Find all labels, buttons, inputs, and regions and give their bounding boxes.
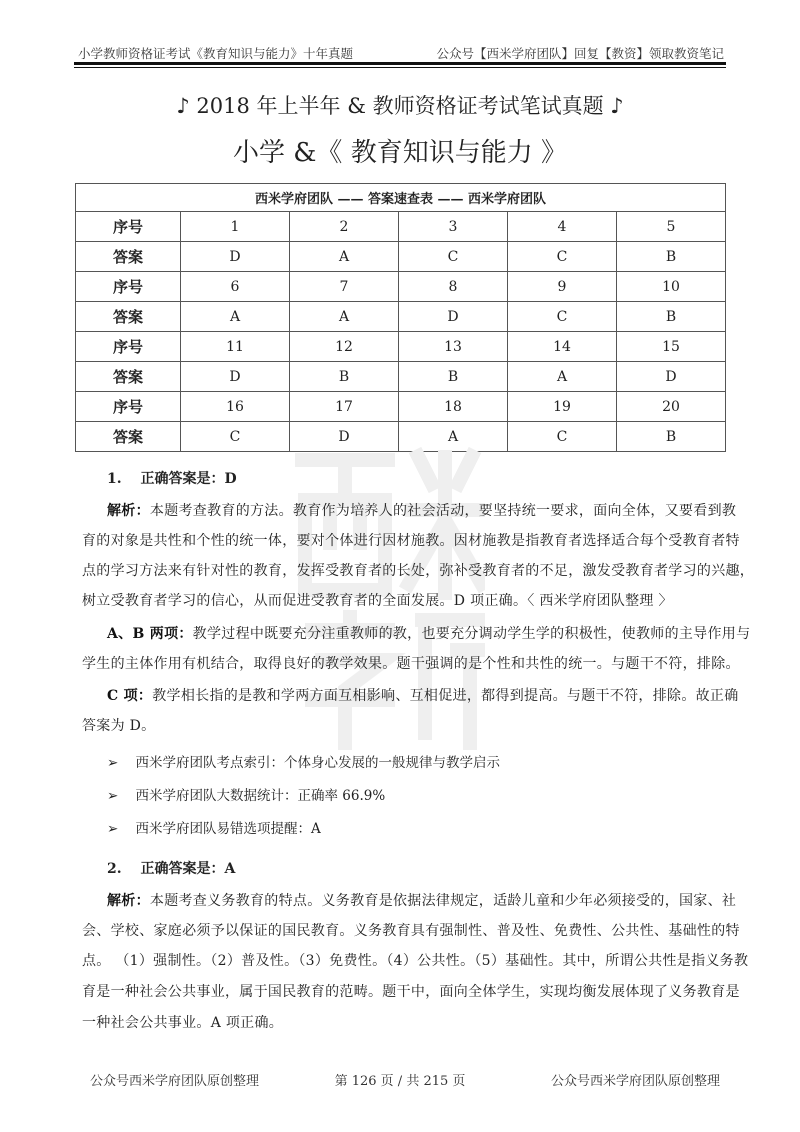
row-label: 答案 [76,242,181,272]
q2-heading: 2. 正确答案是：A [107,861,236,877]
question-number-cell: 1 [181,212,290,242]
row-label: 序号 [76,392,181,422]
question-number-cell: 3 [399,212,508,242]
footer-left: 公众号西米学府团队原创整理 [90,1074,260,1089]
answer-cell: D [181,362,290,392]
bullet-item [107,751,500,771]
page-subtitle: 小学 &《 教育知识与能力 》 [233,138,567,168]
answer-cell: C [508,242,617,272]
table-number-row [76,272,726,302]
analysis-label: 解析： [107,893,150,909]
answer-cell: C [508,302,617,332]
q1-analysis-line: 点的学习方法来有针对性的教育，发挥受教育者的长处，弥补受教育者的不足，激发受教育者学习的兴趣， [82,563,755,579]
table-answer-row [76,302,726,332]
q1-c-line: 答案为 D。 [82,718,156,734]
row-label: 序号 [76,212,181,242]
question-number-cell: 8 [399,272,508,302]
question-number-cell: 14 [508,332,617,362]
q1-ab-line [107,623,750,643]
answer-cell: C [508,422,617,452]
q1-analysis-line: 育的对象是共性和个性的统一体，要对个体进行因材施教。因材施教是指教育者选择适合每个受教育者特 [82,533,740,549]
answer-cell: A [290,242,399,272]
answer-cell: C [399,242,508,272]
arrow-bullet-icon: ➢ [107,788,119,804]
q2-analysis-line: 点。 （1）强制性。（2）普及性。（3）免费性。（4）公共性。（5）基础性。其中，所谓公共性是指义务教 [82,953,749,969]
answer-cell: A [290,302,399,332]
table-answer-row [76,242,726,272]
q1-c-line [107,685,739,705]
row-label: 答案 [76,362,181,392]
table-caption: 西米学府团队 —— 答案速查表 —— 西米学府团队 [76,184,726,212]
header-left: 小学教师资格证考试《教育知识与能力》十年真题 [78,46,354,61]
header-rule-thin [74,67,726,68]
row-label: 答案 [76,302,181,332]
question-number-cell: 4 [508,212,617,242]
row-label: 序号 [76,272,181,302]
table-number-row [76,332,726,362]
q2-analysis-line [107,890,736,910]
answer-table [75,183,726,452]
row-label: 序号 [76,332,181,362]
question-number-cell: 11 [181,332,290,362]
answer-cell: D [617,362,726,392]
bullet-item [107,784,385,804]
row-label: 答案 [76,422,181,452]
arrow-bullet-icon: ➢ [107,821,119,837]
question-number-cell: 18 [399,392,508,422]
answer-cell: D [181,242,290,272]
text: 西米学府团队大数据统计：正确率 66.9% [135,788,386,804]
question-number-cell: 2 [290,212,399,242]
answer-cell: B [617,422,726,452]
answer-cell: B [617,242,726,272]
question-number-cell: 19 [508,392,617,422]
q1-ab-line: 学生的主体作用有机结合，取得良好的教学效果。题干强调的是个性和共性的统一。与题干不符，排除。 [82,656,740,672]
bullet-item [107,817,321,837]
header-right: 公众号【西米学府团队】回复【教资】领取教资笔记 [436,46,724,61]
q1-analysis-line [107,500,736,520]
table-number-row [76,212,726,242]
page-title: ♪ 2018 年上半年 & 教师资格证考试笔试真题 ♪ [176,94,624,118]
answer-cell: D [399,302,508,332]
text: 西米学府团队易错选项提醒：A [135,821,321,837]
answer-cell: C [181,422,290,452]
analysis-label: 解析： [107,503,150,519]
question-number-cell: 16 [181,392,290,422]
table-answer-row [76,362,726,392]
question-number-cell: 17 [290,392,399,422]
ab-label: A、B 两项： [107,626,193,642]
q1-heading: 1. 正确答案是：D [107,471,237,487]
text: 教学相长指的是教和学两方面互相影响、互相促进，都得到提高。与题干不符，排除。故正确 [152,688,739,704]
answer-cell: A [508,362,617,392]
question-number-cell: 13 [399,332,508,362]
text: 教学过程中既要充分注重教师的教，也要充分调动学生学的积极性，使教师的主导作用与 [192,626,751,642]
question-number-cell: 20 [617,392,726,422]
answer-cell: D [290,422,399,452]
c-label: C 项： [107,688,153,704]
question-number-cell: 10 [617,272,726,302]
answer-cell: A [181,302,290,332]
question-number-cell: 5 [617,212,726,242]
q2-analysis-line: 一种社会公共事业。A 项正确。 [82,1015,284,1031]
answer-cell: A [399,422,508,452]
question-number-cell: 9 [508,272,617,302]
text: 本题考查义务教育的特点。义务教育是依据法律规定，适龄儿童和少年必须接受的，国家、社 [149,893,737,909]
q2-analysis-line: 会、学校、家庭必须予以保证的国民教育。义务教育具有强制性、普及性、免费性、公共性、基础性的特 [82,923,740,939]
answer-cell: B [290,362,399,392]
q2-analysis-line: 育是一种社会公共事业，属于国民教育的范畴。题干中，面向全体学生，实现均衡发展体现了义务教育是 [82,984,740,1000]
answer-cell: B [617,302,726,332]
question-number-cell: 6 [181,272,290,302]
question-number-cell: 7 [290,272,399,302]
question-number-cell: 12 [290,332,399,362]
q1-analysis-line: 树立受教育者学习的信心，从而促进受教育者的全面发展。D 项正确。〈 西米学府团队整理 〉 [82,593,673,609]
table-number-row [76,392,726,422]
text: 本题考查教育的方法。教育作为培养人的社会活动，要坚持统一要求，面向全体，又要看到教 [149,503,737,519]
question-number-cell: 15 [617,332,726,362]
text: 西米学府团队考点索引：个体身心发展的一般规律与教学启示 [135,755,500,771]
header-rule [74,62,726,65]
page-number: 第 126 页 / 共 215 页 [334,1074,466,1089]
answer-cell: B [399,362,508,392]
footer-right: 公众号西米学府团队原创整理 [550,1074,720,1089]
arrow-bullet-icon: ➢ [107,755,119,771]
